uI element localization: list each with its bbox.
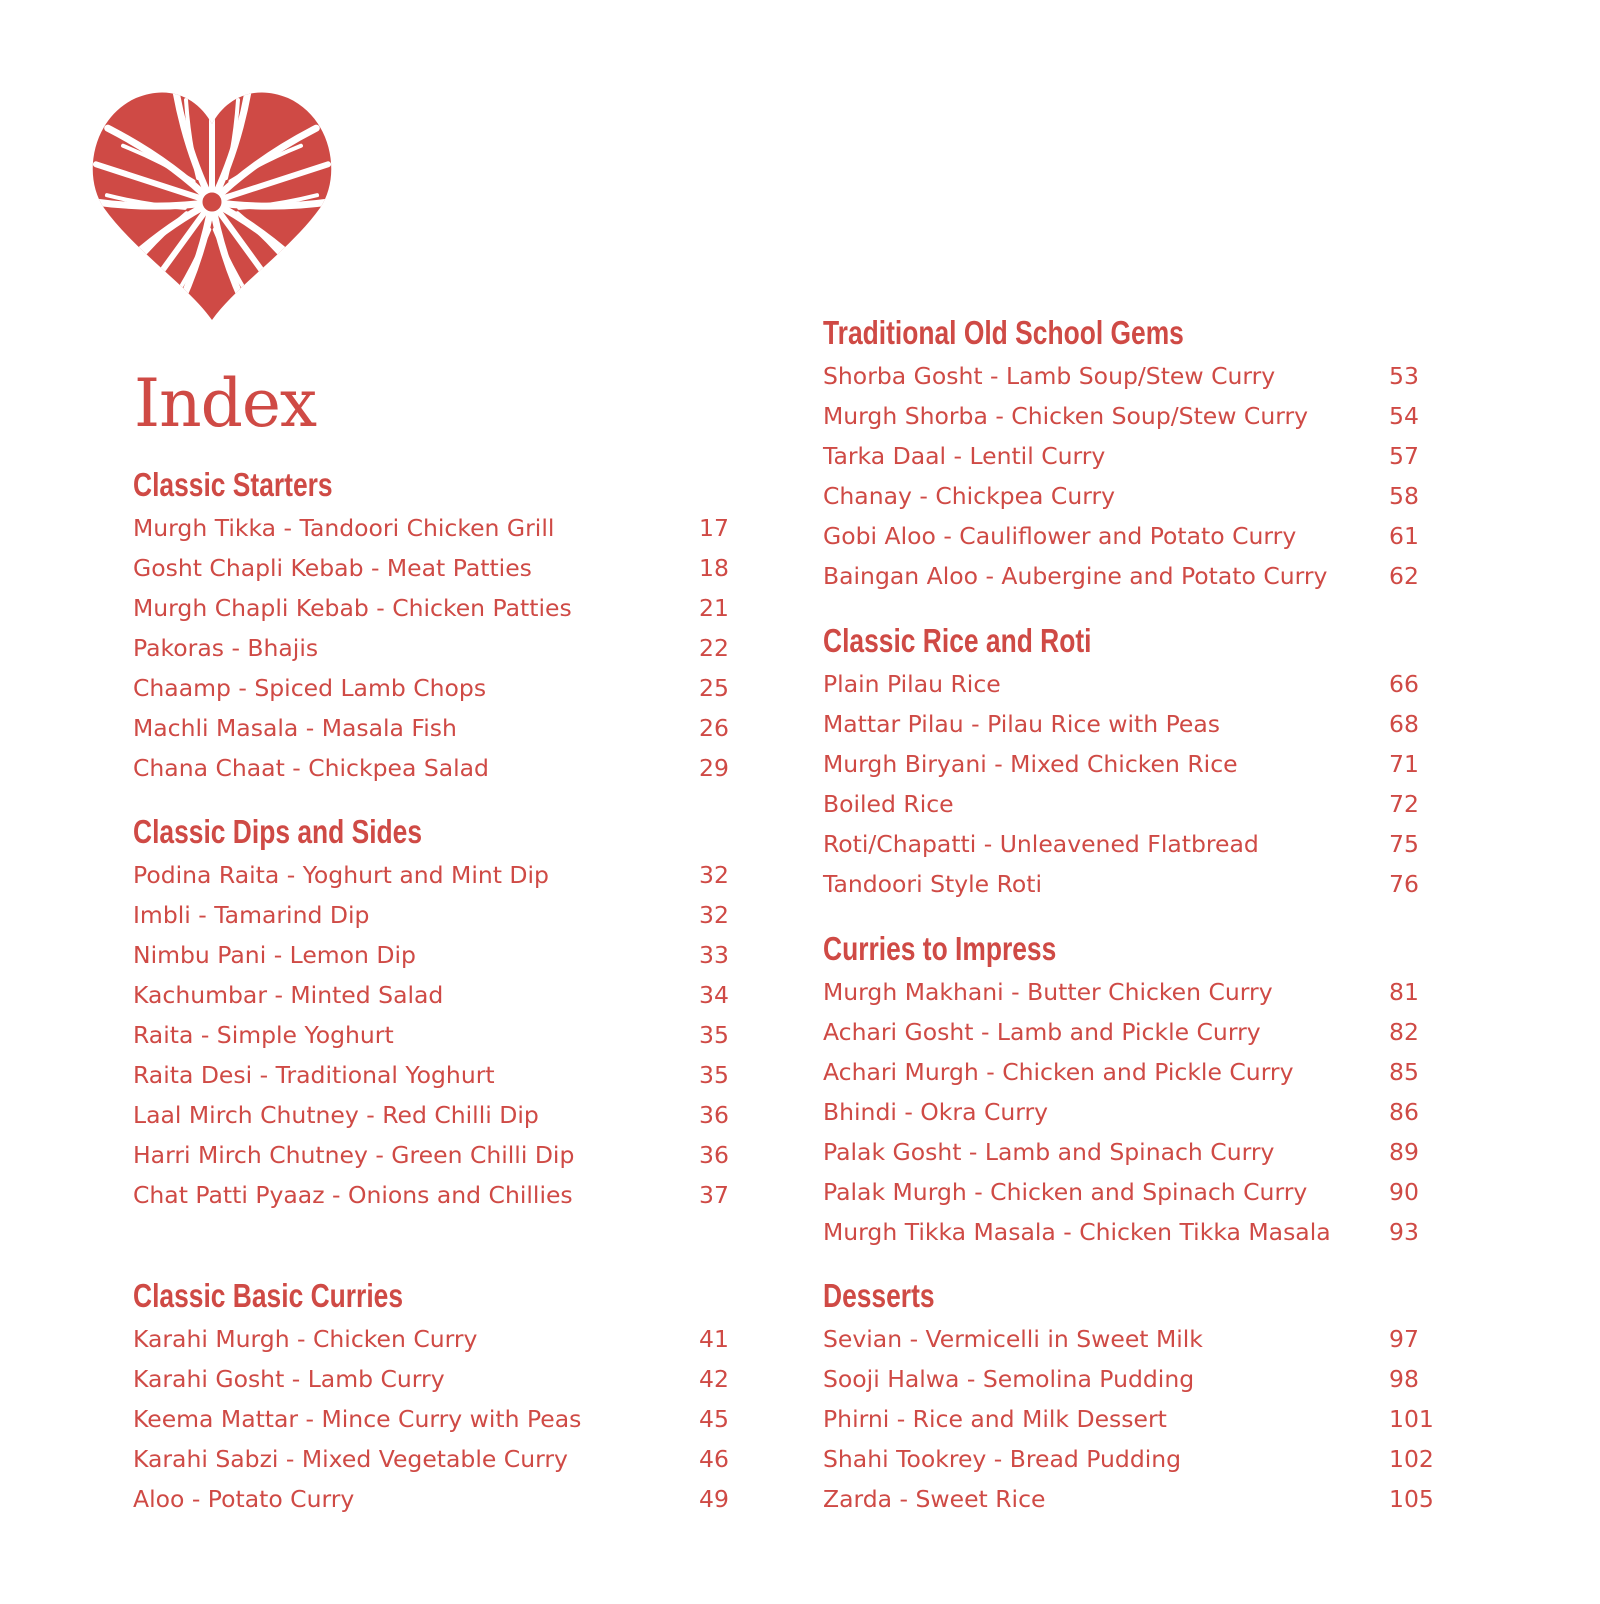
index-entry: [823, 516, 1419, 556]
index-entry: [823, 1479, 1434, 1519]
page-number: 85: [1389, 1058, 1419, 1086]
index-entry: [823, 1319, 1419, 1359]
index-entry: [823, 864, 1419, 904]
recipe-name: Chanay - Chickpea Curry: [823, 482, 1116, 510]
recipe-name: Harri Mirch Chutney - Green Chilli Dip: [133, 1141, 575, 1169]
index-entry: [823, 1012, 1419, 1052]
recipe-name: Raita - Simple Yoghurt: [133, 1021, 394, 1049]
index-entry: [133, 1095, 729, 1135]
page-number: 72: [1389, 790, 1419, 818]
section-heading: Classic Rice and Roti: [823, 622, 1092, 659]
page-number: 45: [699, 1405, 729, 1433]
index-section: [133, 809, 729, 1215]
page-number: 61: [1389, 522, 1419, 550]
recipe-name: Tarka Daal - Lentil Curry: [823, 442, 1106, 470]
recipe-name: Phirni - Rice and Milk Dessert: [823, 1405, 1167, 1433]
recipe-name: Achari Murgh - Chicken and Pickle Curry: [823, 1058, 1294, 1086]
index-entry: [823, 1399, 1434, 1439]
recipe-name: Shorba Gosht - Lamb Soup/Stew Curry: [823, 362, 1276, 390]
index-section: [133, 1273, 729, 1519]
page-number: 102: [1389, 1445, 1434, 1473]
page-number: 89: [1389, 1138, 1419, 1166]
page-number: 34: [699, 981, 729, 1009]
index-entry: [823, 1359, 1419, 1399]
recipe-name: Murgh Chapli Kebab - Chicken Patties: [133, 594, 572, 622]
page-number: 71: [1389, 750, 1419, 778]
index-entry: [133, 508, 729, 548]
page-number: 36: [699, 1141, 729, 1169]
page-number: 90: [1389, 1178, 1419, 1206]
page-number: 75: [1389, 830, 1419, 858]
page-number: 86: [1389, 1098, 1419, 1126]
recipe-name: Raita Desi - Traditional Yoghurt: [133, 1061, 495, 1089]
page-number: 35: [699, 1061, 729, 1089]
recipe-name: Palak Gosht - Lamb and Spinach Curry: [823, 1138, 1275, 1166]
recipe-name: Pakoras - Bhajis: [133, 634, 319, 662]
recipe-name: Chat Patti Pyaaz - Onions and Chillies: [133, 1181, 573, 1209]
recipe-name: Kachumbar - Minted Salad: [133, 981, 444, 1009]
recipe-name: Chaamp - Spiced Lamb Chops: [133, 674, 487, 702]
recipe-name: Roti/Chapatti - Unleavened Flatbread: [823, 830, 1259, 858]
page-number: 53: [1389, 362, 1419, 390]
page-number: 33: [699, 941, 729, 969]
recipe-name: Karahi Sabzi - Mixed Vegetable Curry: [133, 1445, 568, 1473]
index-section: [823, 310, 1419, 596]
section-heading: Classic Starters: [133, 466, 333, 503]
index-entry: [823, 556, 1419, 596]
index-entry: [823, 436, 1419, 476]
page-number: 93: [1389, 1218, 1419, 1246]
section-heading: Traditional Old School Gems: [823, 314, 1184, 351]
index-entry: [133, 1055, 729, 1095]
page-number: 57: [1389, 442, 1419, 470]
index-entry: [133, 588, 729, 628]
index-entry: [133, 935, 729, 975]
section-heading: Classic Dips and Sides: [133, 813, 423, 850]
page-number: 76: [1389, 870, 1419, 898]
page-number: 58: [1389, 482, 1419, 510]
recipe-name: Achari Gosht - Lamb and Pickle Curry: [823, 1018, 1261, 1046]
recipe-name: Plain Pilau Rice: [823, 670, 1001, 698]
index-entry: [823, 784, 1419, 824]
index-entry: [823, 1212, 1419, 1252]
index-entry: [133, 1359, 729, 1399]
page-number: 81: [1389, 978, 1419, 1006]
index-entry: [823, 1439, 1434, 1479]
index-entry: [133, 1175, 729, 1215]
index-entry: [133, 975, 729, 1015]
page-number: 18: [699, 554, 729, 582]
page-number: 49: [699, 1485, 729, 1513]
recipe-name: Palak Murgh - Chicken and Spinach Curry: [823, 1178, 1308, 1206]
page-number: 66: [1389, 670, 1419, 698]
index-entry: [823, 476, 1419, 516]
recipe-name: Shahi Tookrey - Bread Pudding: [823, 1445, 1182, 1473]
index-entry: [133, 548, 729, 588]
index-section: [823, 618, 1419, 904]
section-heading: Curries to Impress: [823, 930, 1057, 967]
heart-flower-icon: [90, 90, 334, 320]
page-number: 42: [699, 1365, 729, 1393]
page-number: 26: [699, 714, 729, 742]
recipe-name: Machli Masala - Masala Fish: [133, 714, 457, 742]
recipe-name: Murgh Makhani - Butter Chicken Curry: [823, 978, 1273, 1006]
section-heading: Classic Basic Curries: [133, 1277, 404, 1314]
index-entry: [823, 744, 1419, 784]
recipe-name: Murgh Shorba - Chicken Soup/Stew Curry: [823, 402, 1309, 430]
recipe-name: Boiled Rice: [823, 790, 954, 818]
page-number: 46: [699, 1445, 729, 1473]
index-section: [823, 926, 1419, 1252]
page-number: 41: [699, 1325, 729, 1353]
page-title: Index: [134, 365, 317, 442]
index-entry: [133, 748, 729, 788]
page-number: 36: [699, 1101, 729, 1129]
recipe-name: Karahi Gosht - Lamb Curry: [133, 1365, 445, 1393]
index-entry: [133, 1439, 729, 1479]
page-number: 21: [699, 594, 729, 622]
index-entry: [823, 1132, 1419, 1172]
index-entry: [133, 1015, 729, 1055]
index-entry: [823, 704, 1419, 744]
recipe-name: Imbli - Tamarind Dip: [133, 901, 370, 929]
index-entry: [823, 972, 1419, 1012]
index-entry: [133, 1319, 729, 1359]
recipe-name: Keema Mattar - Mince Curry with Peas: [133, 1405, 582, 1433]
recipe-name: Gobi Aloo - Cauliflower and Potato Curry: [823, 522, 1297, 550]
page-number: 62: [1389, 562, 1419, 590]
recipe-name: Sevian - Vermicelli in Sweet Milk: [823, 1325, 1203, 1353]
page-number: 101: [1389, 1405, 1434, 1433]
page-number: 29: [699, 754, 729, 782]
page-number: 82: [1389, 1018, 1419, 1046]
recipe-name: Zarda - Sweet Rice: [823, 1485, 1046, 1513]
recipe-name: Chana Chaat - Chickpea Salad: [133, 754, 489, 782]
page-number: 35: [699, 1021, 729, 1049]
page-number: 105: [1389, 1485, 1434, 1513]
index-entry: [133, 895, 729, 935]
page-number: 25: [699, 674, 729, 702]
index-section: [133, 462, 729, 788]
recipe-name: Mattar Pilau - Pilau Rice with Peas: [823, 710, 1221, 738]
page-number: 22: [699, 634, 729, 662]
index-entry: [823, 824, 1419, 864]
recipe-name: Tandoori Style Roti: [823, 870, 1042, 898]
recipe-name: Murgh Biryani - Mixed Chicken Rice: [823, 750, 1238, 778]
page-number: 32: [699, 901, 729, 929]
recipe-name: Sooji Halwa - Semolina Pudding: [823, 1365, 1195, 1393]
page-number: 17: [699, 514, 729, 542]
index-entry: [133, 708, 729, 748]
index-entry: [823, 396, 1419, 436]
recipe-name: Bhindi - Okra Curry: [823, 1098, 1049, 1126]
recipe-name: Murgh Tikka - Tandoori Chicken Grill: [133, 514, 555, 542]
recipe-name: Gosht Chapli Kebab - Meat Patties: [133, 554, 532, 582]
recipe-name: Laal Mirch Chutney - Red Chilli Dip: [133, 1101, 539, 1129]
recipe-name: Aloo - Potato Curry: [133, 1485, 355, 1513]
recipe-name: Murgh Tikka Masala - Chicken Tikka Masala: [823, 1218, 1331, 1246]
recipe-name: Nimbu Pani - Lemon Dip: [133, 941, 416, 969]
page-number: 32: [699, 861, 729, 889]
index-entry: [823, 356, 1419, 396]
page-number: 98: [1389, 1365, 1419, 1393]
index-entry: [823, 1052, 1419, 1092]
page-number: 37: [699, 1181, 729, 1209]
index-entry: [133, 1399, 729, 1439]
index-entry: [133, 628, 729, 668]
index-entry: [823, 1172, 1419, 1212]
recipe-name: Karahi Murgh - Chicken Curry: [133, 1325, 478, 1353]
recipe-name: Baingan Aloo - Aubergine and Potato Curry: [823, 562, 1328, 590]
index-entry: [133, 855, 729, 895]
page-number: 68: [1389, 710, 1419, 738]
page-number: 97: [1389, 1325, 1419, 1353]
index-entry: [133, 668, 729, 708]
recipe-name: Podina Raita - Yoghurt and Mint Dip: [133, 861, 549, 889]
index-entry: [133, 1135, 729, 1175]
section-heading: Desserts: [823, 1277, 935, 1314]
index-entry: [823, 664, 1419, 704]
page-number: 54: [1389, 402, 1419, 430]
index-section: [823, 1273, 1434, 1519]
index-entry: [823, 1092, 1419, 1132]
index-entry: [133, 1479, 729, 1519]
